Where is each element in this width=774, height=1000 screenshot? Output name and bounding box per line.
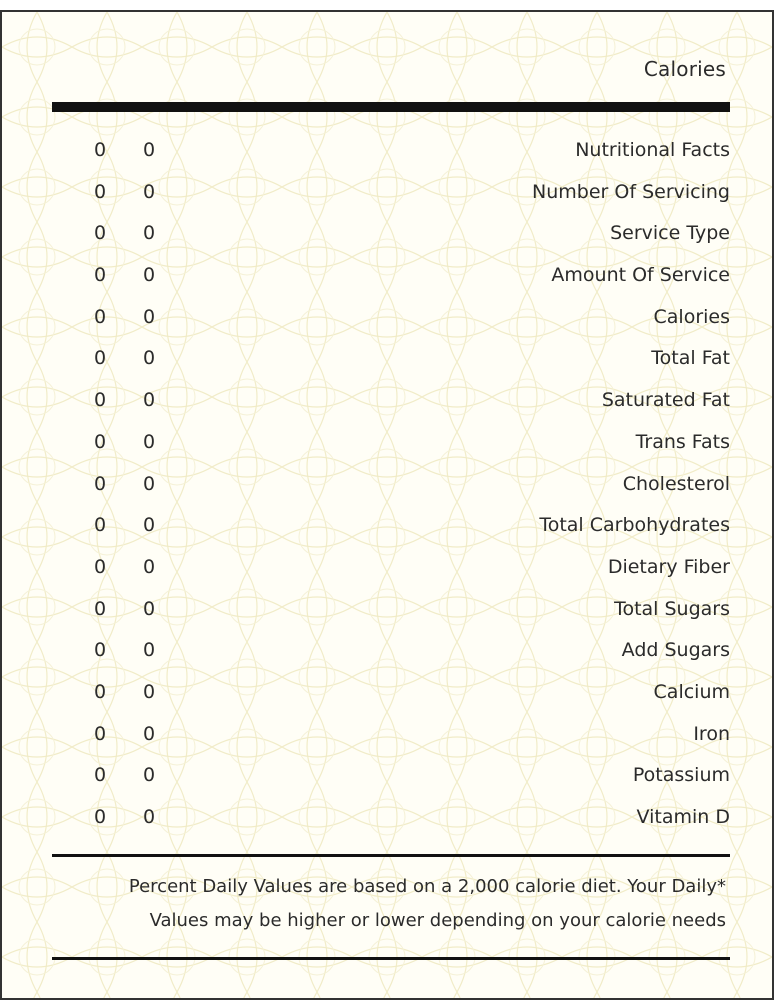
nutrient-label: Total Carbohydrates: [539, 514, 730, 537]
nutrient-value-1: 0: [94, 806, 107, 828]
nutrient-label: Number Of Servicing: [532, 180, 730, 203]
nutrient-value-1: 0: [94, 139, 107, 161]
nutrient-value-1: 0: [94, 639, 107, 662]
nutrient-value-2: 0: [143, 597, 156, 620]
nutrient-row: [52, 289, 730, 331]
nutrient-label: Nutritional Facts: [575, 139, 730, 161]
calories-header: Calories: [643, 57, 726, 81]
nutrient-value-2: 0: [143, 680, 156, 703]
nutrient-value-2: 0: [143, 430, 156, 453]
nutrient-label: Trans Fats: [635, 430, 730, 453]
nutrient-row: [52, 706, 730, 748]
nutrient-value-2: 0: [143, 639, 156, 662]
nutrient-value-1: 0: [94, 680, 107, 703]
nutrient-value-2: 0: [143, 222, 156, 245]
nutrient-label: Saturated Fat: [601, 389, 730, 412]
nutrient-value-1: 0: [94, 222, 107, 245]
nutrient-value-2: 0: [143, 347, 156, 370]
nutrient-value-2: 0: [143, 389, 156, 412]
nutrient-row: [52, 164, 730, 206]
nutrient-value-1: 0: [94, 264, 107, 287]
nutrient-value-1: 0: [94, 764, 107, 787]
nutrient-row: [52, 497, 730, 539]
nutrient-value-1: 0: [94, 389, 107, 412]
nutrient-label: Cholesterol: [622, 472, 730, 495]
nutrient-row: [52, 414, 730, 456]
nutrient-label: Vitamin D: [636, 806, 730, 828]
nutrient-row: [52, 330, 730, 372]
nutrient-value-2: 0: [143, 180, 156, 203]
nutrient-value-1: 0: [94, 430, 107, 453]
nutrient-label: Calcium: [653, 680, 730, 703]
nutrient-value-2: 0: [143, 722, 156, 745]
nutrient-label: Iron: [693, 722, 730, 745]
divider-bottom: [52, 957, 730, 960]
nutrient-value-1: 0: [94, 597, 107, 620]
footnote-line-2: Values may be higher or lower depending on your calorie needs: [149, 910, 726, 931]
nutrient-value-2: 0: [143, 472, 156, 495]
nutrient-label: Service Type: [610, 222, 730, 245]
footnote-line-1: Percent Daily Values are based on a 2,000 calorie diet. Your Daily*: [128, 876, 726, 897]
nutrient-label: Add Sugars: [621, 639, 730, 662]
nutrient-label: Potassium: [632, 764, 730, 787]
nutrient-label: Total Fat: [651, 347, 730, 370]
nutrient-value-1: 0: [94, 514, 107, 537]
nutrient-label: Amount Of Service: [551, 264, 730, 287]
nutrient-row: [52, 122, 730, 164]
daily-value-footnote: [26, 870, 726, 938]
nutrient-value-2: 0: [143, 139, 156, 161]
nutrient-value-1: 0: [94, 472, 107, 495]
divider-top: [52, 854, 730, 857]
nutrient-label: Dietary Fiber: [607, 555, 730, 578]
nutrient-value-1: 0: [94, 305, 107, 328]
nutrient-label: Total Sugars: [614, 597, 730, 620]
nutrient-row: [52, 622, 730, 664]
nutrient-value-2: 0: [143, 514, 156, 537]
nutrient-value-2: 0: [143, 806, 156, 828]
nutrient-row: [52, 372, 730, 414]
nutrient-value-1: 0: [94, 555, 107, 578]
nutrient-value-2: 0: [143, 555, 156, 578]
nutrient-value-2: 0: [143, 264, 156, 287]
nutrient-value-2: 0: [143, 764, 156, 787]
nutrient-value-1: 0: [94, 180, 107, 203]
nutrient-value-1: 0: [94, 722, 107, 745]
nutrient-row: [52, 789, 730, 831]
nutrient-row: [52, 205, 730, 247]
nutrient-row: [52, 539, 730, 581]
nutrient-label: Calories: [653, 305, 730, 328]
nutrient-row: [52, 747, 730, 789]
thick-divider: [52, 102, 730, 112]
nutrition-facts-panel: [0, 10, 774, 1000]
nutrient-row: [52, 247, 730, 289]
nutrient-row: [52, 581, 730, 623]
nutrient-value-2: 0: [143, 305, 156, 328]
nutrient-rows: [52, 122, 730, 831]
nutrient-value-1: 0: [94, 347, 107, 370]
nutrient-row: [52, 456, 730, 498]
nutrient-row: [52, 664, 730, 706]
